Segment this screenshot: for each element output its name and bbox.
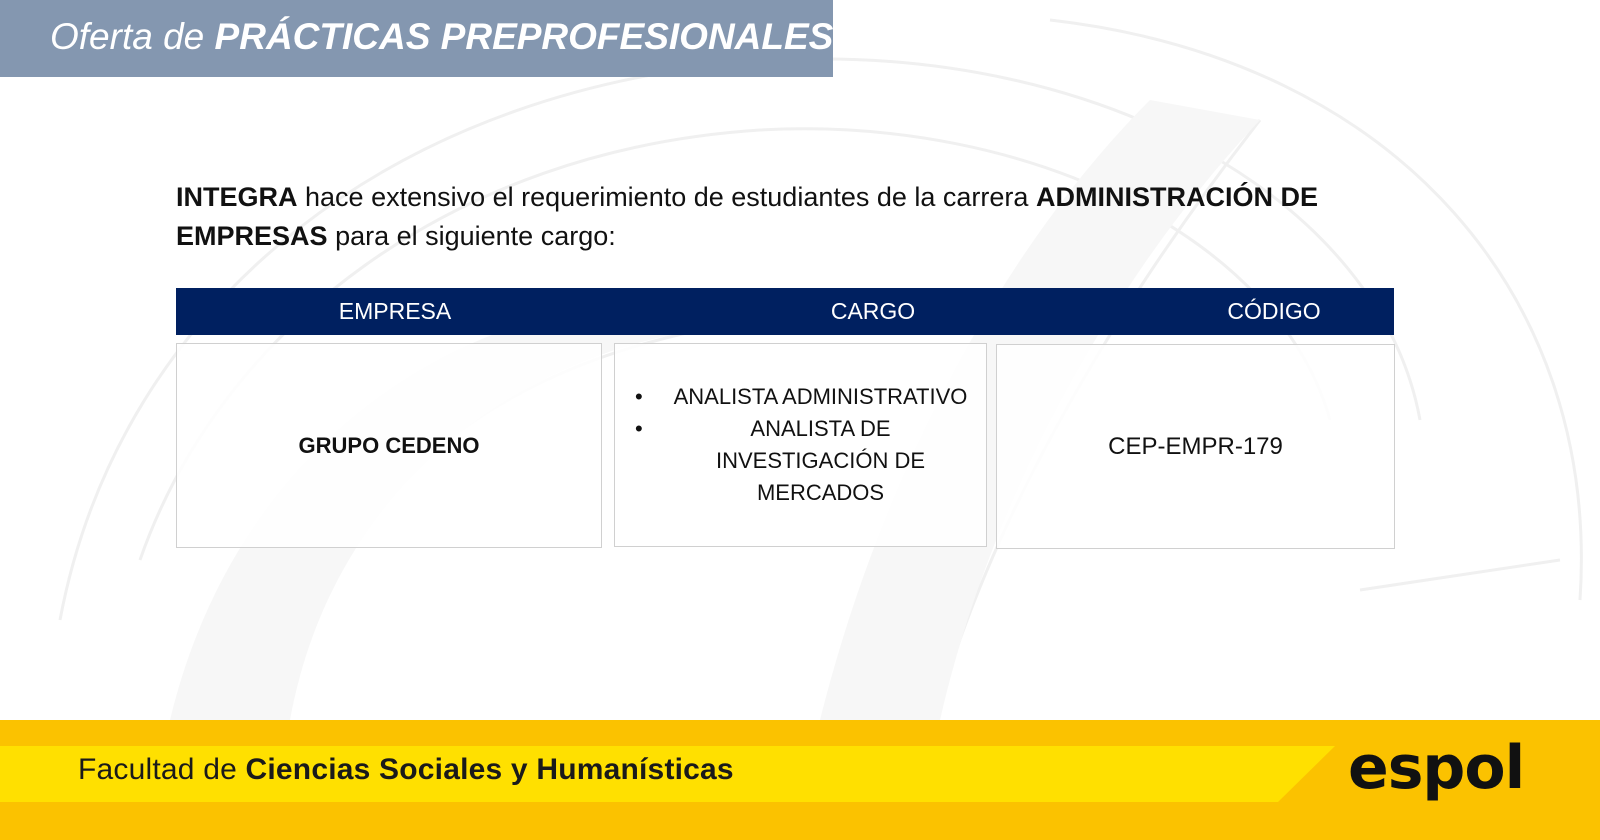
- list-item: [623, 413, 978, 509]
- list-item: [623, 381, 978, 413]
- page-title: [50, 16, 833, 58]
- cell-empresa: [176, 343, 602, 548]
- intro-text-1: hace extensivo el requerimiento de estudiantes de la carrera: [305, 182, 1029, 212]
- title-prefix: Oferta de: [50, 16, 205, 57]
- intro-career: ADMINISTRACIÓN DE EMPRESAS: [176, 182, 1318, 251]
- title-emphasis: PRÁCTICAS PREPROFESIONALES: [214, 16, 834, 57]
- intro-paragraph: [176, 178, 1406, 256]
- header-cargo: CARGO: [830, 298, 916, 324]
- table-header: [176, 288, 1394, 335]
- header-codigo: CÓDIGO: [1227, 298, 1321, 324]
- faculty-label: [78, 753, 734, 787]
- espol-logo: espol: [1348, 733, 1525, 803]
- faculty-prefix: Facultad de: [78, 753, 237, 786]
- faculty-name: Ciencias Sociales y Humanísticas: [245, 753, 734, 786]
- bullet-icon: •: [635, 416, 643, 441]
- cell-cargo: [614, 343, 987, 547]
- cargo-list: [623, 381, 978, 509]
- header-empresa: EMPRESA: [338, 298, 452, 324]
- cargo-item-1: ANALISTA ADMINISTRATIVO: [673, 384, 968, 409]
- intro-company: INTEGRA: [176, 182, 298, 212]
- title-bar: [0, 0, 833, 77]
- bullet-icon: •: [635, 384, 643, 409]
- empresa-value: GRUPO CEDENO: [298, 432, 480, 458]
- codigo-value: CEP-EMPR-179: [1108, 432, 1283, 460]
- cargo-item-2: ANALISTA DE INVESTIGACIÓN DE MERCADOS: [715, 416, 926, 505]
- cell-codigo: [996, 344, 1395, 549]
- intro-text-2: para el siguiente cargo:: [335, 221, 616, 251]
